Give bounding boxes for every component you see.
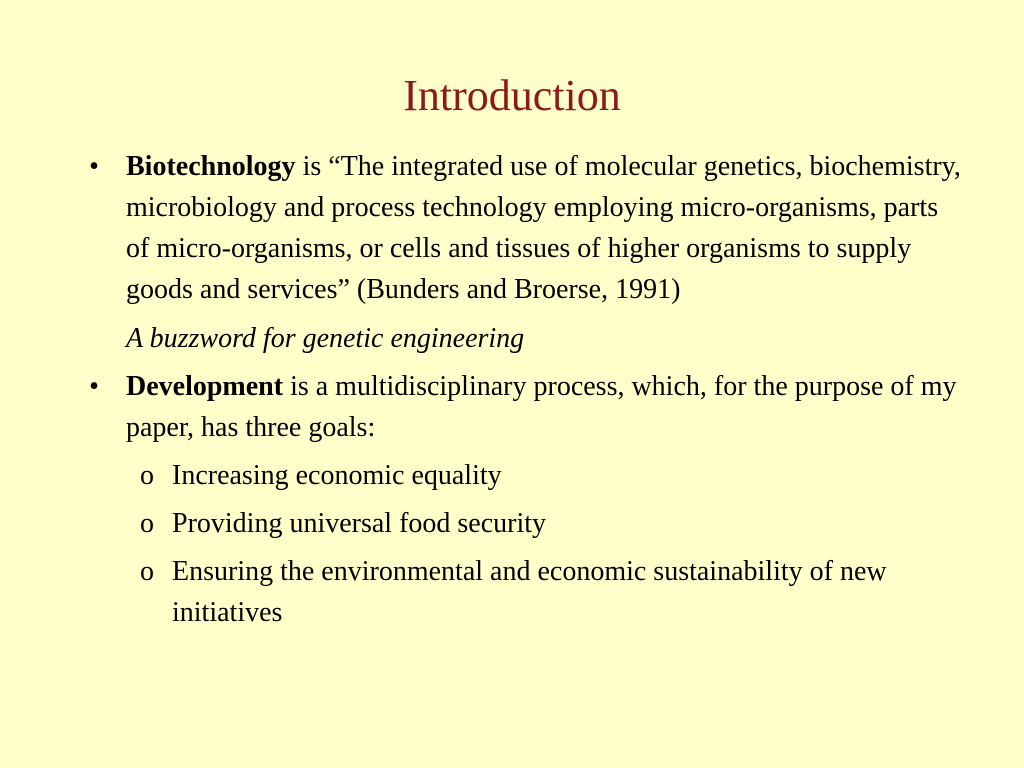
subbullet-text: Increasing economic equality xyxy=(172,460,502,491)
bullet-definition: is “The integrated use of molecular genetics, biochemistry, microbiology and process technology employing micro-organisms, parts of micro-organisms, or cells and tissues of higher organisms to supply goods and services” (Bunders and Broerse, 1991) xyxy=(126,151,961,305)
bullet-text xyxy=(126,151,961,305)
bullet-text xyxy=(126,371,957,443)
slide-title: Introduction xyxy=(403,71,621,120)
subbullet-text: Providing universal food security xyxy=(172,508,547,539)
bullet-marker: • xyxy=(89,371,99,402)
bullet-note: A buzzword for genetic engineering xyxy=(126,323,525,354)
bullet-biotechnology xyxy=(84,146,964,310)
bullet-definition: is a multidisciplinary process, which, for the purpose of my paper, has three goals: xyxy=(126,371,957,443)
subbullet-marker: o xyxy=(140,556,154,587)
subbullet-item xyxy=(84,503,964,544)
subbullet-item xyxy=(84,455,964,496)
subbullet-marker: o xyxy=(140,460,154,491)
bullet-term: Development xyxy=(126,371,284,402)
subbullet-marker: o xyxy=(140,508,154,539)
bullet-term: Biotechnology xyxy=(126,151,296,182)
subbullet-text: Ensuring the environmental and economic sustainability of new initiatives xyxy=(172,556,887,628)
subbullet-item xyxy=(84,551,964,633)
slide-content xyxy=(84,146,964,640)
bullet-marker: • xyxy=(89,151,99,182)
bullet-development xyxy=(84,366,964,448)
subbullet-list xyxy=(84,455,964,633)
